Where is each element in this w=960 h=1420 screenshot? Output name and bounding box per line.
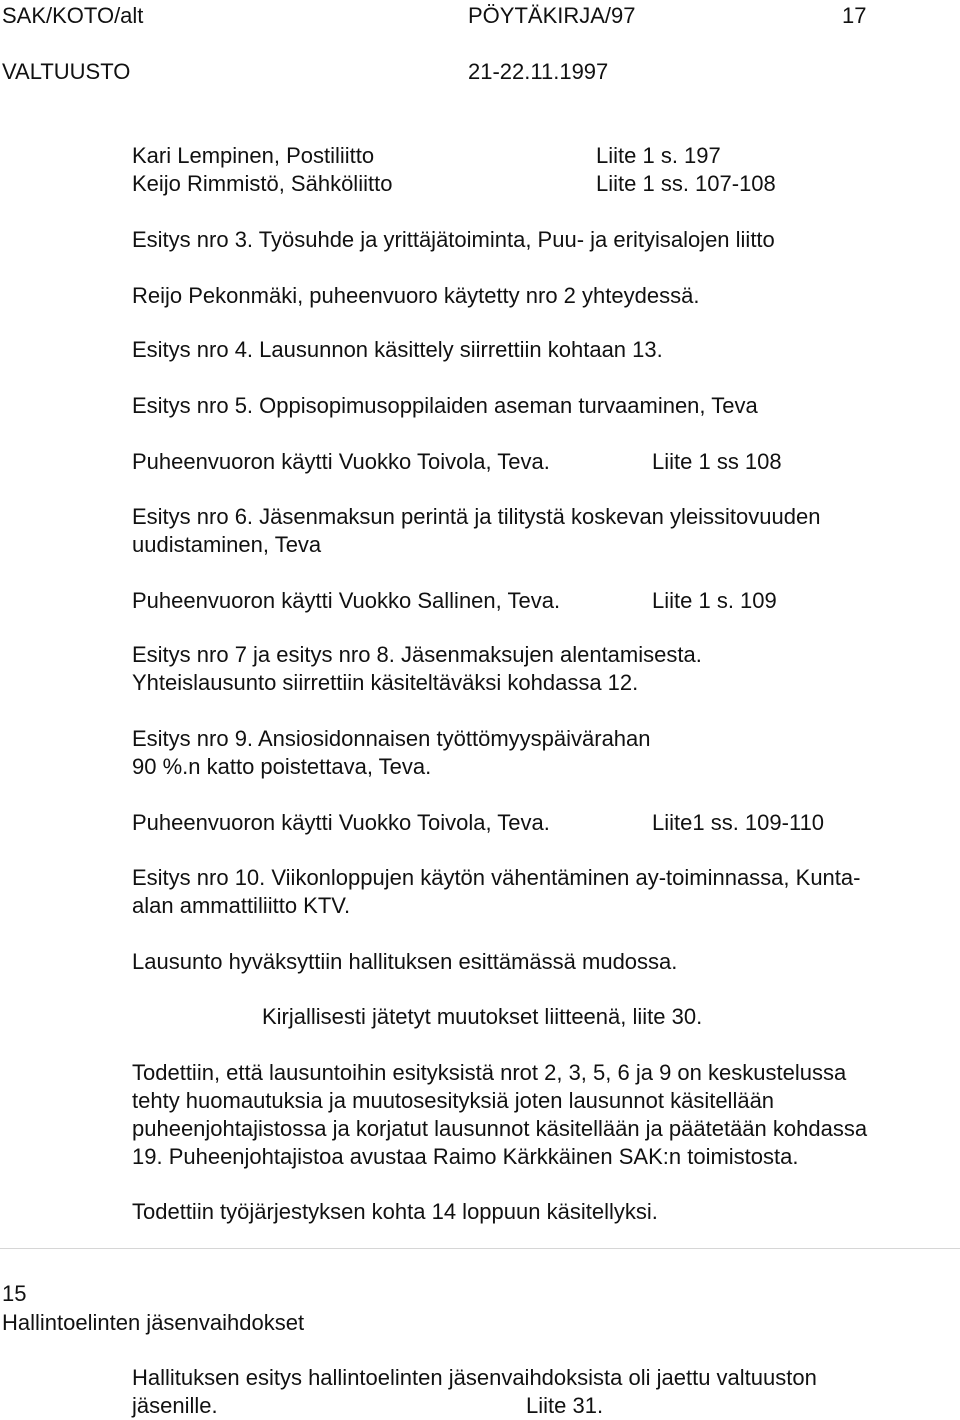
proposal-6-speaker: Puheenvuoron käytti Vuokko Sallinen, Teva.	[132, 588, 561, 613]
section-body-line2: jäsenille.	[132, 1393, 218, 1418]
header-document-id: PÖYTÄKIRJA/97	[468, 3, 636, 28]
speaker-ref: Liite 1 ss. 107-108	[596, 171, 776, 196]
proposal-5-ref: Liite 1 ss 108	[652, 449, 782, 474]
section-body-line1: Hallituksen esitys hallintoelinten jäsenvaihdoksista oli jaettu valtuuston	[132, 1365, 817, 1390]
proposal-10-line2: alan ammattiliitto KTV.	[132, 893, 351, 918]
proposal-4: Esitys nro 4. Lausunnon käsittely siirrettiin kohtaan 13.	[132, 337, 663, 362]
section-number: 15	[2, 1281, 27, 1306]
proposal-9-line2: 90 %.n katto poistettava, Teva.	[132, 754, 432, 779]
proposal-5: Esitys nro 5. Oppisopimusoppilaiden aseman turvaaminen, Teva	[132, 393, 758, 418]
speaker-ref: Liite 1 s. 197	[596, 143, 721, 168]
proposal-3-note: Reijo Pekonmäki, puheenvuoro käytetty nro 2 yhteydessä.	[132, 283, 700, 308]
header-date: 21-22.11.1997	[468, 59, 609, 84]
proposal-7-8-line2: Yhteislausunto siirrettiin käsiteltäväksi kohdassa 12.	[132, 670, 639, 695]
written-changes-note: Kirjallisesti jätetyt muutokset liitteenä, liite 30.	[262, 1004, 703, 1029]
section-ref: Liite 31.	[526, 1393, 604, 1418]
speaker-name: Kari Lempinen, Postiliitto	[132, 143, 375, 168]
proposal-9-line1: Esitys nro 9. Ansiosidonnaisen työttömyyspäivärahan	[132, 726, 651, 751]
proposal-6-line1: Esitys nro 6. Jäsenmaksun perintä ja tilitystä koskevan yleissitovuuden	[132, 504, 821, 529]
conclusion-line3: puheenjohtajistossa ja korjatut lausunnot käsitellään ja päätetään kohdassa	[132, 1116, 868, 1141]
proposal-6-line2: uudistaminen, Teva	[132, 532, 322, 557]
proposal-9-ref: Liite1 ss. 109-110	[652, 810, 825, 835]
proposal-6-ref: Liite 1 s. 109	[652, 588, 777, 613]
page-number: 17	[842, 3, 867, 28]
header-body: VALTUUSTO	[2, 59, 131, 84]
proposal-3: Esitys nro 3. Työsuhde ja yrittäjätoiminta, Puu- ja erityisalojen liitto	[132, 227, 775, 252]
proposal-10-decision: Lausunto hyväksyttiin hallituksen esittämässä mudossa.	[132, 949, 678, 974]
conclusion-line1: Todettiin, että lausuntoihin esityksistä nrot 2, 3, 5, 6 ja 9 on keskustelussa	[132, 1060, 847, 1085]
header-org-code: SAK/KOTO/alt	[2, 3, 144, 28]
conclusion-line4: 19. Puheenjohtajistoa avustaa Raimo Kärkkäinen SAK:n toimistosta.	[132, 1144, 799, 1169]
proposal-10-line1: Esitys nro 10. Viikonloppujen käytön vähentäminen ay-toiminnassa, Kunta-	[132, 865, 861, 890]
conclusion-line2: tehty huomautuksia ja muutosesityksiä joten lausunnot käsitellään	[132, 1088, 775, 1113]
proposal-7-8-line1: Esitys nro 7 ja esitys nro 8. Jäsenmaksujen alentamisesta.	[132, 642, 702, 667]
speaker-name: Keijo Rimmistö, Sähköliitto	[132, 171, 393, 196]
section-title: Hallintoelinten jäsenvaihdokset	[2, 1310, 305, 1335]
proposal-9-speaker: Puheenvuoron käytti Vuokko Toivola, Teva.	[132, 810, 550, 835]
section-divider	[0, 1248, 960, 1249]
agenda-note: Todettiin työjärjestyksen kohta 14 loppuun käsitellyksi.	[132, 1199, 658, 1224]
proposal-5-speaker: Puheenvuoron käytti Vuokko Toivola, Teva.	[132, 449, 550, 474]
